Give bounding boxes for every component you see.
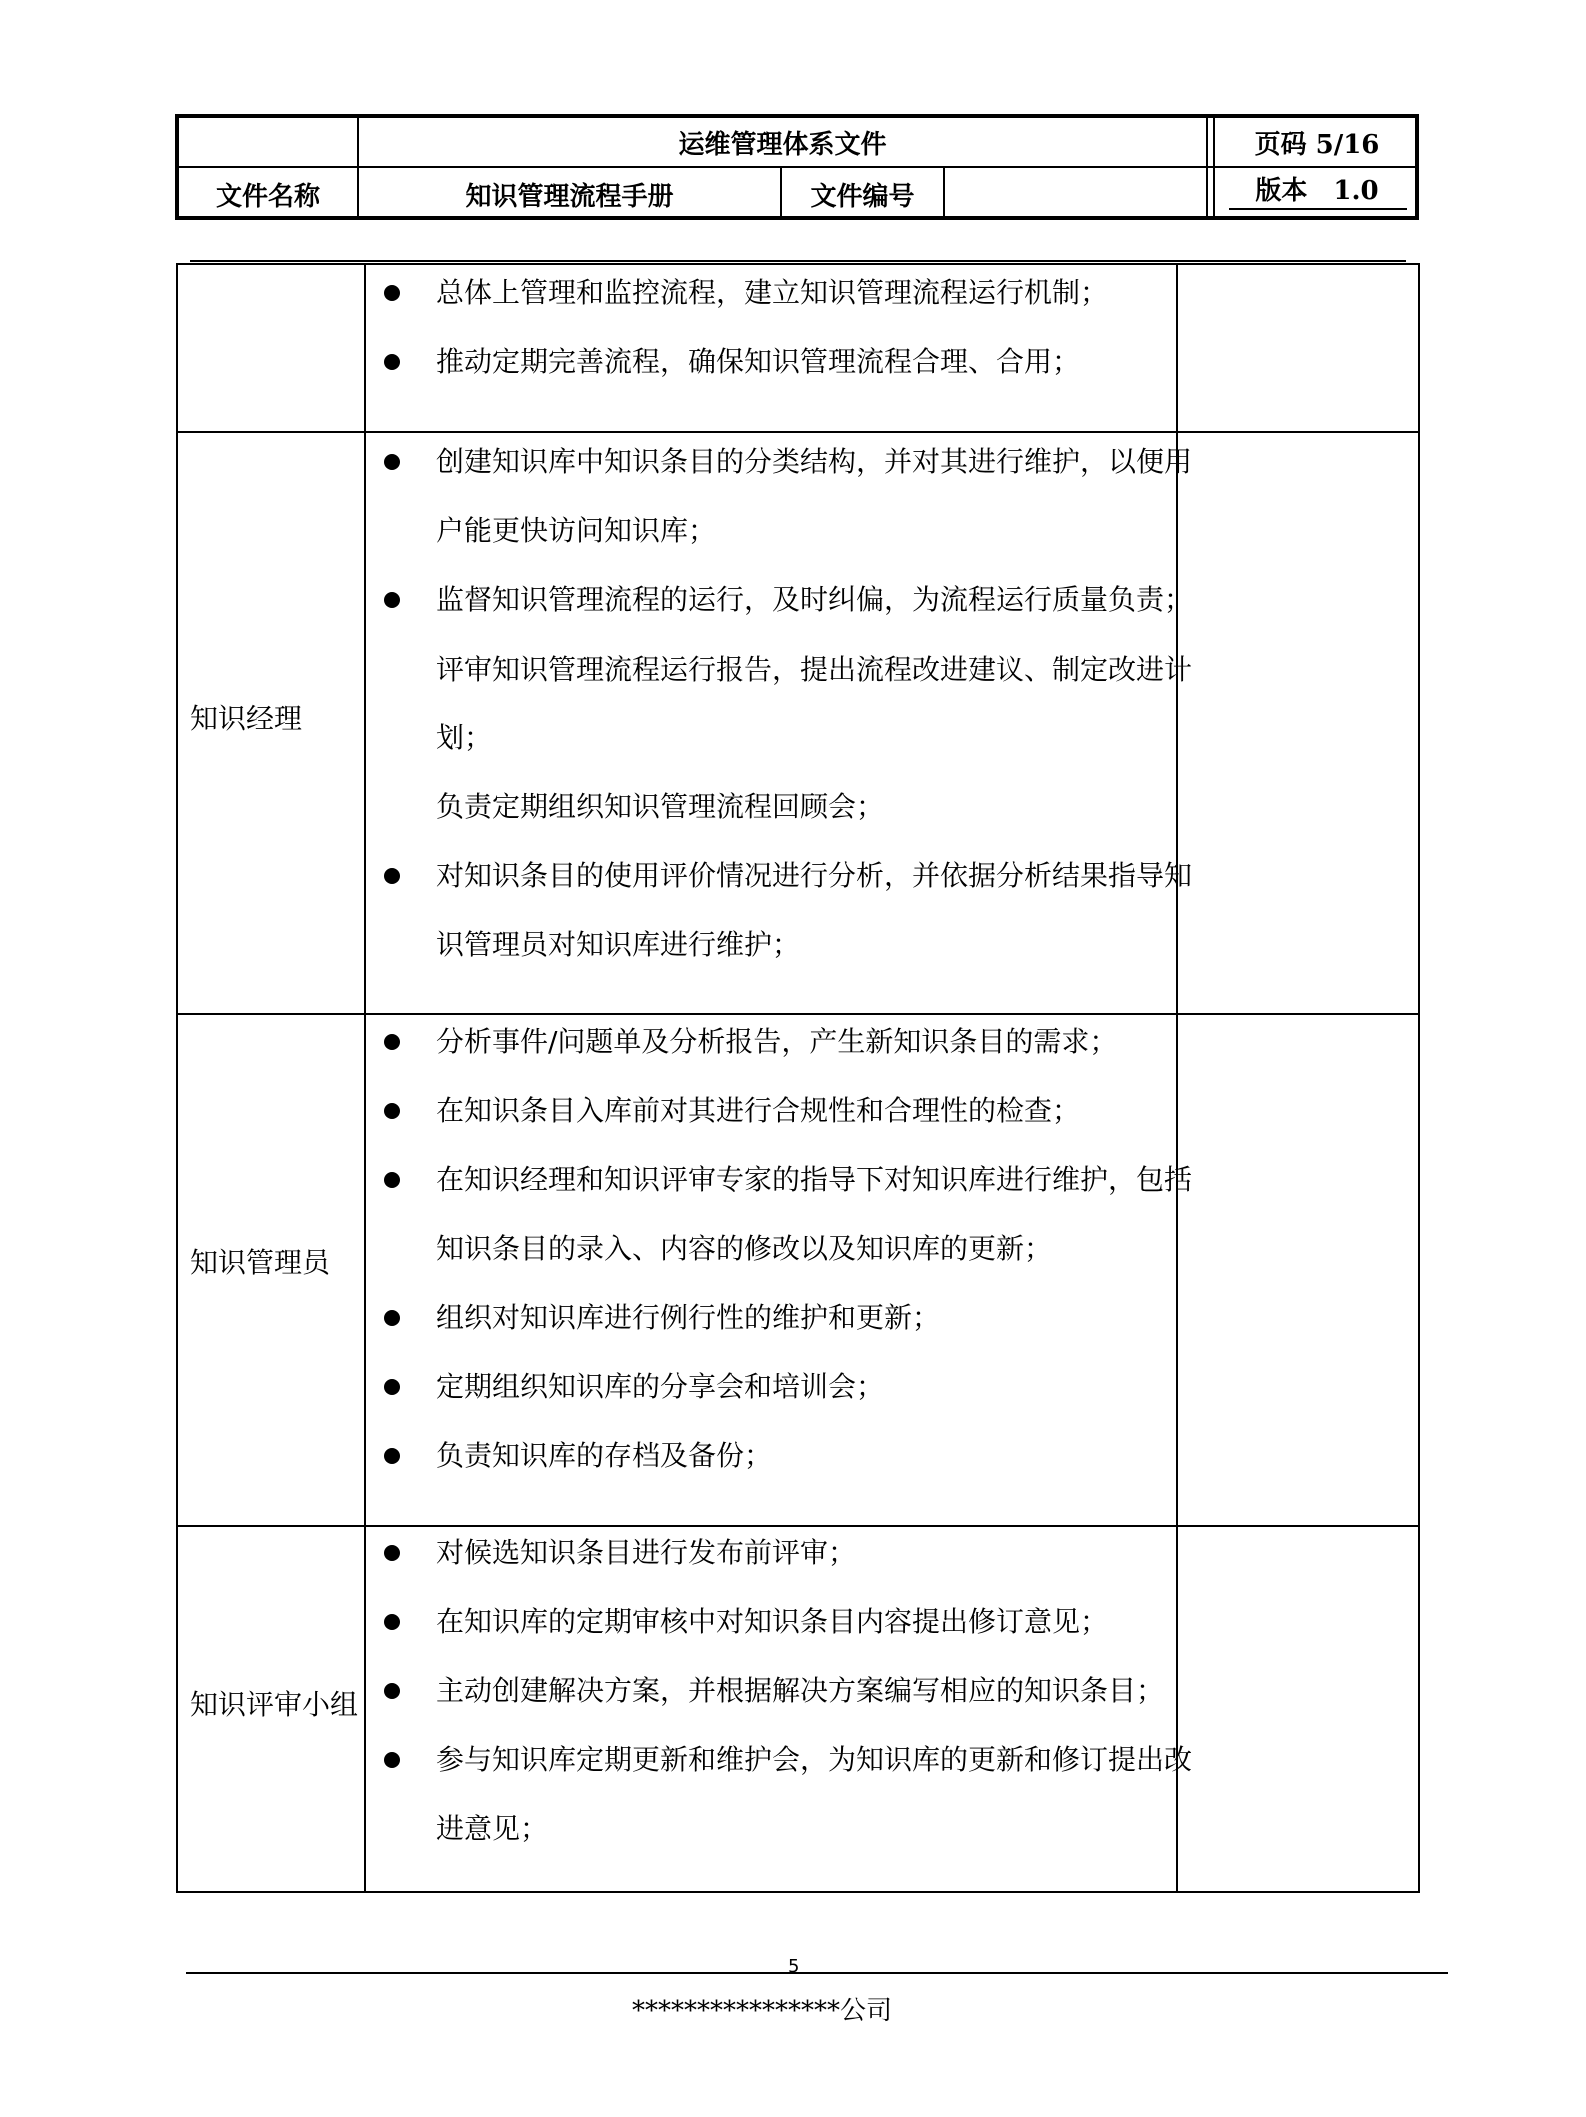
bullet-icon xyxy=(384,1448,400,1464)
list-item: 负责知识库的存档及备份； xyxy=(436,1439,773,1472)
table-row xyxy=(178,1013,1418,1525)
bullet-icon xyxy=(384,1103,400,1119)
version-label: 版本 1.0 xyxy=(1255,175,1379,206)
company-name: ****************公司 xyxy=(632,1996,893,2026)
list-item: 负责定期组织知识管理流程回顾会； xyxy=(436,790,885,823)
file-name-value: 知识管理流程手册 xyxy=(465,181,674,212)
page-number: 5 xyxy=(788,1956,800,1977)
list-item: 划； xyxy=(436,721,493,754)
list-item: 评审知识管理流程运行报告，提出流程改进建议、制定改进计 xyxy=(436,653,1193,686)
table-row xyxy=(178,265,1418,431)
system-title: 运维管理体系文件 xyxy=(678,129,887,160)
file-no-label: 文件编号 xyxy=(810,181,915,212)
bullet-icon xyxy=(384,1172,400,1188)
list-item: 在知识经理和知识评审专家的指导下对知识库进行维护，包括 xyxy=(436,1163,1193,1196)
bullet-icon xyxy=(384,868,400,884)
footer-divider xyxy=(186,1972,1448,1974)
bullet-icon xyxy=(384,1310,400,1326)
bullet-icon xyxy=(384,454,400,470)
bullet-icon xyxy=(384,285,400,301)
file-no-value xyxy=(945,168,1206,220)
header-divider xyxy=(190,260,1406,262)
bullet-icon xyxy=(384,354,400,370)
list-item: 分析事件/问题单及分析报告，产生新知识条目的需求； xyxy=(436,1025,1118,1058)
list-item: 户能更快访问知识库； xyxy=(436,514,717,547)
bullet-icon xyxy=(384,1614,400,1630)
bullet-icon xyxy=(384,1379,400,1395)
list-item: 推动定期完善流程，确保知识管理流程合理、合用； xyxy=(436,345,1081,378)
document-header xyxy=(175,114,1419,220)
list-item: 对知识条目的使用评价情况进行分析，并依据分析结果指导知 xyxy=(436,859,1193,892)
list-item: 参与知识库定期更新和维护会，为知识库的更新和修订提出改 xyxy=(436,1743,1193,1776)
bullet-icon xyxy=(384,592,400,608)
list-item: 监督知识管理流程的运行，及时纠偏，为流程运行质量负责； xyxy=(436,583,1193,616)
bullet-icon xyxy=(384,1034,400,1050)
list-item: 创建知识库中知识条目的分类结构，并对其进行维护，以便用 xyxy=(436,445,1193,478)
table-row xyxy=(178,1525,1418,1895)
role-label: 知识管理员 xyxy=(190,1246,331,1279)
list-item: 识管理员对知识库进行维护； xyxy=(436,928,801,961)
list-item: 在知识库的定期审核中对知识条目内容提出修订意见； xyxy=(436,1605,1109,1638)
table-row xyxy=(178,431,1418,1013)
list-item: 在知识条目入库前对其进行合规性和合理性的检查； xyxy=(436,1094,1081,1127)
list-item: 进意见； xyxy=(436,1812,549,1845)
bullet-icon xyxy=(384,1545,400,1561)
bullet-icon xyxy=(384,1683,400,1699)
file-name-label: 文件名称 xyxy=(215,181,320,212)
role-label: 知识评审小组 xyxy=(190,1688,359,1721)
list-item: 定期组织知识库的分享会和培训会； xyxy=(436,1370,885,1403)
list-item: 知识条目的录入、内容的修改以及知识库的更新； xyxy=(436,1232,1053,1265)
bullet-icon xyxy=(384,1752,400,1768)
responsibility-table xyxy=(176,263,1420,1893)
role-label: 知识经理 xyxy=(190,702,303,735)
list-item: 总体上管理和监控流程，建立知识管理流程运行机制； xyxy=(436,276,1109,309)
list-item: 对候选知识条目进行发布前评审； xyxy=(436,1536,857,1569)
list-item: 主动创建解决方案，并根据解决方案编写相应的知识条目； xyxy=(436,1674,1165,1707)
list-item: 组织对知识库进行例行性的维护和更新； xyxy=(436,1301,941,1334)
page-label: 页码 5/16 xyxy=(1254,129,1380,160)
